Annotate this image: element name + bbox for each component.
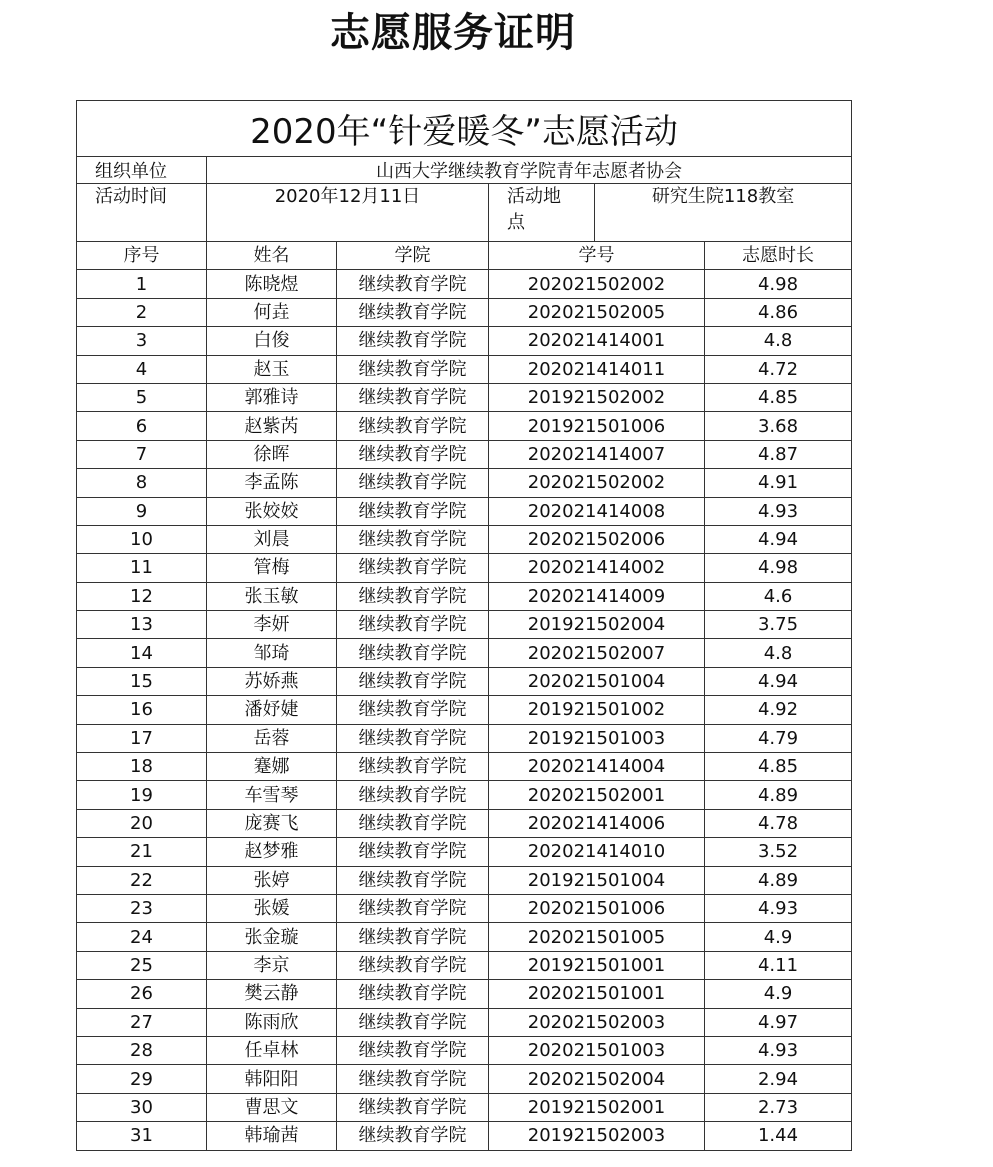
cell-college: 继续教育学院 bbox=[337, 554, 489, 582]
table-row bbox=[77, 1122, 852, 1150]
cell-student-id: 202021502001 bbox=[489, 781, 705, 809]
cell-no: 11 bbox=[77, 554, 207, 582]
cell-hours: 4.98 bbox=[705, 554, 852, 582]
cell-no: 25 bbox=[77, 951, 207, 979]
cell-name: 赵紫芮 bbox=[207, 412, 337, 440]
table-row bbox=[77, 951, 852, 979]
cell-no: 6 bbox=[77, 412, 207, 440]
cell-name: 樊云静 bbox=[207, 980, 337, 1008]
cell-no: 29 bbox=[77, 1065, 207, 1093]
column-header-name: 姓名 bbox=[207, 242, 337, 270]
table-row bbox=[77, 753, 852, 781]
cell-hours: 4.72 bbox=[705, 355, 852, 383]
cell-student-id: 201921501002 bbox=[489, 696, 705, 724]
cell-no: 3 bbox=[77, 327, 207, 355]
table-row bbox=[77, 270, 852, 298]
cell-name: 张玉敏 bbox=[207, 582, 337, 610]
cell-no: 22 bbox=[77, 866, 207, 894]
table-row bbox=[77, 1065, 852, 1093]
cell-student-id: 202021414006 bbox=[489, 809, 705, 837]
cell-no: 30 bbox=[77, 1093, 207, 1121]
activity-title: 2020年“针爱暖冬”志愿活动 bbox=[77, 101, 852, 157]
organization-row bbox=[77, 157, 852, 184]
cell-hours: 4.85 bbox=[705, 383, 852, 411]
table-row bbox=[77, 1008, 852, 1036]
activity-time-value: 2020年12月11日 bbox=[207, 184, 489, 242]
column-header-no: 序号 bbox=[77, 242, 207, 270]
cell-name: 潘妤婕 bbox=[207, 696, 337, 724]
organization-value: 山西大学继续教育学院青年志愿者协会 bbox=[207, 157, 852, 184]
cell-student-id: 202021502002 bbox=[489, 270, 705, 298]
cell-no: 31 bbox=[77, 1122, 207, 1150]
cell-name: 岳蓉 bbox=[207, 724, 337, 752]
cell-name: 李妍 bbox=[207, 611, 337, 639]
cell-no: 21 bbox=[77, 838, 207, 866]
cell-no: 9 bbox=[77, 497, 207, 525]
cell-hours: 4.9 bbox=[705, 980, 852, 1008]
cell-student-id: 202021501005 bbox=[489, 923, 705, 951]
cell-hours: 4.97 bbox=[705, 1008, 852, 1036]
cell-name: 赵梦雅 bbox=[207, 838, 337, 866]
cell-student-id: 202021414009 bbox=[489, 582, 705, 610]
table-row bbox=[77, 582, 852, 610]
cell-no: 8 bbox=[77, 469, 207, 497]
cell-no: 1 bbox=[77, 270, 207, 298]
cell-hours: 4.93 bbox=[705, 497, 852, 525]
activity-location-value: 研究生院118教室 bbox=[595, 184, 852, 242]
cell-hours: 4.93 bbox=[705, 894, 852, 922]
cell-no: 2 bbox=[77, 298, 207, 326]
cell-hours: 4.79 bbox=[705, 724, 852, 752]
cell-hours: 3.68 bbox=[705, 412, 852, 440]
cell-student-id: 201921501003 bbox=[489, 724, 705, 752]
cell-no: 16 bbox=[77, 696, 207, 724]
cell-name: 张婷 bbox=[207, 866, 337, 894]
table-row bbox=[77, 639, 852, 667]
cell-college: 继续教育学院 bbox=[337, 497, 489, 525]
cell-college: 继续教育学院 bbox=[337, 980, 489, 1008]
column-header-hours: 志愿时长 bbox=[705, 242, 852, 270]
cell-no: 13 bbox=[77, 611, 207, 639]
table-row bbox=[77, 440, 852, 468]
cell-name: 车雪琴 bbox=[207, 781, 337, 809]
cell-hours: 4.89 bbox=[705, 781, 852, 809]
cell-no: 18 bbox=[77, 753, 207, 781]
cell-hours: 4.91 bbox=[705, 469, 852, 497]
cell-student-id: 202021501003 bbox=[489, 1036, 705, 1064]
activity-time-row bbox=[77, 184, 852, 242]
column-header-row bbox=[77, 242, 852, 270]
cell-college: 继续教育学院 bbox=[337, 383, 489, 411]
cell-name: 苏娇燕 bbox=[207, 667, 337, 695]
cell-college: 继续教育学院 bbox=[337, 1008, 489, 1036]
table-row bbox=[77, 923, 852, 951]
cell-college: 继续教育学院 bbox=[337, 809, 489, 837]
cell-student-id: 202021502007 bbox=[489, 639, 705, 667]
table-row bbox=[77, 497, 852, 525]
cell-student-id: 201921501004 bbox=[489, 866, 705, 894]
table-row bbox=[77, 866, 852, 894]
cell-name: 何垚 bbox=[207, 298, 337, 326]
cell-no: 4 bbox=[77, 355, 207, 383]
cell-name: 刘晨 bbox=[207, 525, 337, 553]
cell-no: 27 bbox=[77, 1008, 207, 1036]
cell-college: 继续教育学院 bbox=[337, 781, 489, 809]
cell-student-id: 201921502003 bbox=[489, 1122, 705, 1150]
activity-title-row bbox=[77, 101, 852, 157]
cell-hours: 4.94 bbox=[705, 525, 852, 553]
cell-name: 管梅 bbox=[207, 554, 337, 582]
cell-no: 24 bbox=[77, 923, 207, 951]
cell-college: 继续教育学院 bbox=[337, 639, 489, 667]
cell-college: 继续教育学院 bbox=[337, 412, 489, 440]
cell-student-id: 201921501001 bbox=[489, 951, 705, 979]
cell-hours: 1.44 bbox=[705, 1122, 852, 1150]
cell-hours: 4.8 bbox=[705, 327, 852, 355]
table-row bbox=[77, 525, 852, 553]
cell-student-id: 202021414008 bbox=[489, 497, 705, 525]
cell-hours: 4.8 bbox=[705, 639, 852, 667]
cell-hours: 4.94 bbox=[705, 667, 852, 695]
cell-name: 赵玉 bbox=[207, 355, 337, 383]
cell-name: 白俊 bbox=[207, 327, 337, 355]
cell-college: 继续教育学院 bbox=[337, 327, 489, 355]
cell-name: 任卓林 bbox=[207, 1036, 337, 1064]
cell-student-id: 202021501004 bbox=[489, 667, 705, 695]
cell-college: 继续教育学院 bbox=[337, 866, 489, 894]
cell-college: 继续教育学院 bbox=[337, 696, 489, 724]
cell-college: 继续教育学院 bbox=[337, 440, 489, 468]
table-row bbox=[77, 327, 852, 355]
document-title: 志愿服务证明 bbox=[330, 10, 576, 56]
table-row bbox=[77, 554, 852, 582]
cell-student-id: 202021502006 bbox=[489, 525, 705, 553]
cell-student-id: 202021414004 bbox=[489, 753, 705, 781]
cell-hours: 4.98 bbox=[705, 270, 852, 298]
table-row bbox=[77, 298, 852, 326]
table-row bbox=[77, 383, 852, 411]
table-row bbox=[77, 469, 852, 497]
cell-college: 继续教育学院 bbox=[337, 1065, 489, 1093]
cell-name: 张姣姣 bbox=[207, 497, 337, 525]
cell-college: 继续教育学院 bbox=[337, 270, 489, 298]
cell-hours: 4.93 bbox=[705, 1036, 852, 1064]
cell-student-id: 202021414010 bbox=[489, 838, 705, 866]
cell-hours: 2.73 bbox=[705, 1093, 852, 1121]
cell-name: 韩阳阳 bbox=[207, 1065, 337, 1093]
cell-college: 继续教育学院 bbox=[337, 355, 489, 383]
table-row bbox=[77, 1093, 852, 1121]
cell-college: 继续教育学院 bbox=[337, 525, 489, 553]
cell-name: 李孟陈 bbox=[207, 469, 337, 497]
cell-student-id: 202021501001 bbox=[489, 980, 705, 1008]
cell-student-id: 202021502002 bbox=[489, 469, 705, 497]
table-row bbox=[77, 355, 852, 383]
cell-name: 郭雅诗 bbox=[207, 383, 337, 411]
cell-student-id: 202021414007 bbox=[489, 440, 705, 468]
cell-name: 张金璇 bbox=[207, 923, 337, 951]
column-header-student-id: 学号 bbox=[489, 242, 705, 270]
activity-location-label: 活动地点 bbox=[489, 184, 595, 242]
table-row bbox=[77, 980, 852, 1008]
cell-college: 继续教育学院 bbox=[337, 1093, 489, 1121]
cell-hours: 4.6 bbox=[705, 582, 852, 610]
cell-college: 继续教育学院 bbox=[337, 923, 489, 951]
cell-college: 继续教育学院 bbox=[337, 753, 489, 781]
cell-hours: 3.52 bbox=[705, 838, 852, 866]
cell-college: 继续教育学院 bbox=[337, 582, 489, 610]
cell-no: 19 bbox=[77, 781, 207, 809]
activity-time-label: 活动时间 bbox=[77, 184, 207, 242]
cell-college: 继续教育学院 bbox=[337, 838, 489, 866]
cell-student-id: 201921502001 bbox=[489, 1093, 705, 1121]
cell-no: 10 bbox=[77, 525, 207, 553]
cell-college: 继续教育学院 bbox=[337, 611, 489, 639]
table-row bbox=[77, 667, 852, 695]
cell-student-id: 201921502002 bbox=[489, 383, 705, 411]
cell-hours: 2.94 bbox=[705, 1065, 852, 1093]
cell-no: 23 bbox=[77, 894, 207, 922]
cell-college: 继续教育学院 bbox=[337, 469, 489, 497]
cell-college: 继续教育学院 bbox=[337, 1036, 489, 1064]
cell-college: 继续教育学院 bbox=[337, 1122, 489, 1150]
table-row bbox=[77, 412, 852, 440]
cell-no: 15 bbox=[77, 667, 207, 695]
cell-name: 蹇娜 bbox=[207, 753, 337, 781]
cell-student-id: 202021414002 bbox=[489, 554, 705, 582]
cell-hours: 3.75 bbox=[705, 611, 852, 639]
cell-college: 继续教育学院 bbox=[337, 951, 489, 979]
cell-name: 李京 bbox=[207, 951, 337, 979]
column-header-college: 学院 bbox=[337, 242, 489, 270]
cell-student-id: 202021502004 bbox=[489, 1065, 705, 1093]
cell-student-id: 202021414011 bbox=[489, 355, 705, 383]
cell-student-id: 202021414001 bbox=[489, 327, 705, 355]
cell-name: 陈雨欣 bbox=[207, 1008, 337, 1036]
cell-student-id: 202021502005 bbox=[489, 298, 705, 326]
cell-no: 5 bbox=[77, 383, 207, 411]
cell-hours: 4.78 bbox=[705, 809, 852, 837]
cell-no: 26 bbox=[77, 980, 207, 1008]
cell-no: 17 bbox=[77, 724, 207, 752]
table-row bbox=[77, 781, 852, 809]
cell-hours: 4.89 bbox=[705, 866, 852, 894]
cell-name: 张媛 bbox=[207, 894, 337, 922]
cell-student-id: 201921502004 bbox=[489, 611, 705, 639]
table-row bbox=[77, 809, 852, 837]
cell-name: 庞赛飞 bbox=[207, 809, 337, 837]
cell-hours: 4.92 bbox=[705, 696, 852, 724]
organization-label: 组织单位 bbox=[77, 157, 207, 184]
cell-no: 7 bbox=[77, 440, 207, 468]
cell-name: 徐晖 bbox=[207, 440, 337, 468]
cell-college: 继续教育学院 bbox=[337, 724, 489, 752]
cell-college: 继续教育学院 bbox=[337, 298, 489, 326]
cell-student-id: 202021502003 bbox=[489, 1008, 705, 1036]
cell-college: 继续教育学院 bbox=[337, 667, 489, 695]
cell-hours: 4.85 bbox=[705, 753, 852, 781]
table-row bbox=[77, 724, 852, 752]
cell-name: 曹思文 bbox=[207, 1093, 337, 1121]
table-row bbox=[77, 838, 852, 866]
cell-hours: 4.11 bbox=[705, 951, 852, 979]
cell-hours: 4.9 bbox=[705, 923, 852, 951]
cell-name: 陈晓煜 bbox=[207, 270, 337, 298]
cell-student-id: 202021501006 bbox=[489, 894, 705, 922]
cell-name: 邹琦 bbox=[207, 639, 337, 667]
table-row bbox=[77, 696, 852, 724]
table-row bbox=[77, 894, 852, 922]
cell-hours: 4.87 bbox=[705, 440, 852, 468]
cell-name: 韩瑜茜 bbox=[207, 1122, 337, 1150]
roster-body bbox=[77, 270, 852, 1150]
cell-no: 12 bbox=[77, 582, 207, 610]
cell-no: 20 bbox=[77, 809, 207, 837]
cell-hours: 4.86 bbox=[705, 298, 852, 326]
table-row bbox=[77, 611, 852, 639]
cell-college: 继续教育学院 bbox=[337, 894, 489, 922]
volunteer-roster-table bbox=[76, 100, 852, 1151]
cell-no: 14 bbox=[77, 639, 207, 667]
table-row bbox=[77, 1036, 852, 1064]
cell-student-id: 201921501006 bbox=[489, 412, 705, 440]
cell-no: 28 bbox=[77, 1036, 207, 1064]
